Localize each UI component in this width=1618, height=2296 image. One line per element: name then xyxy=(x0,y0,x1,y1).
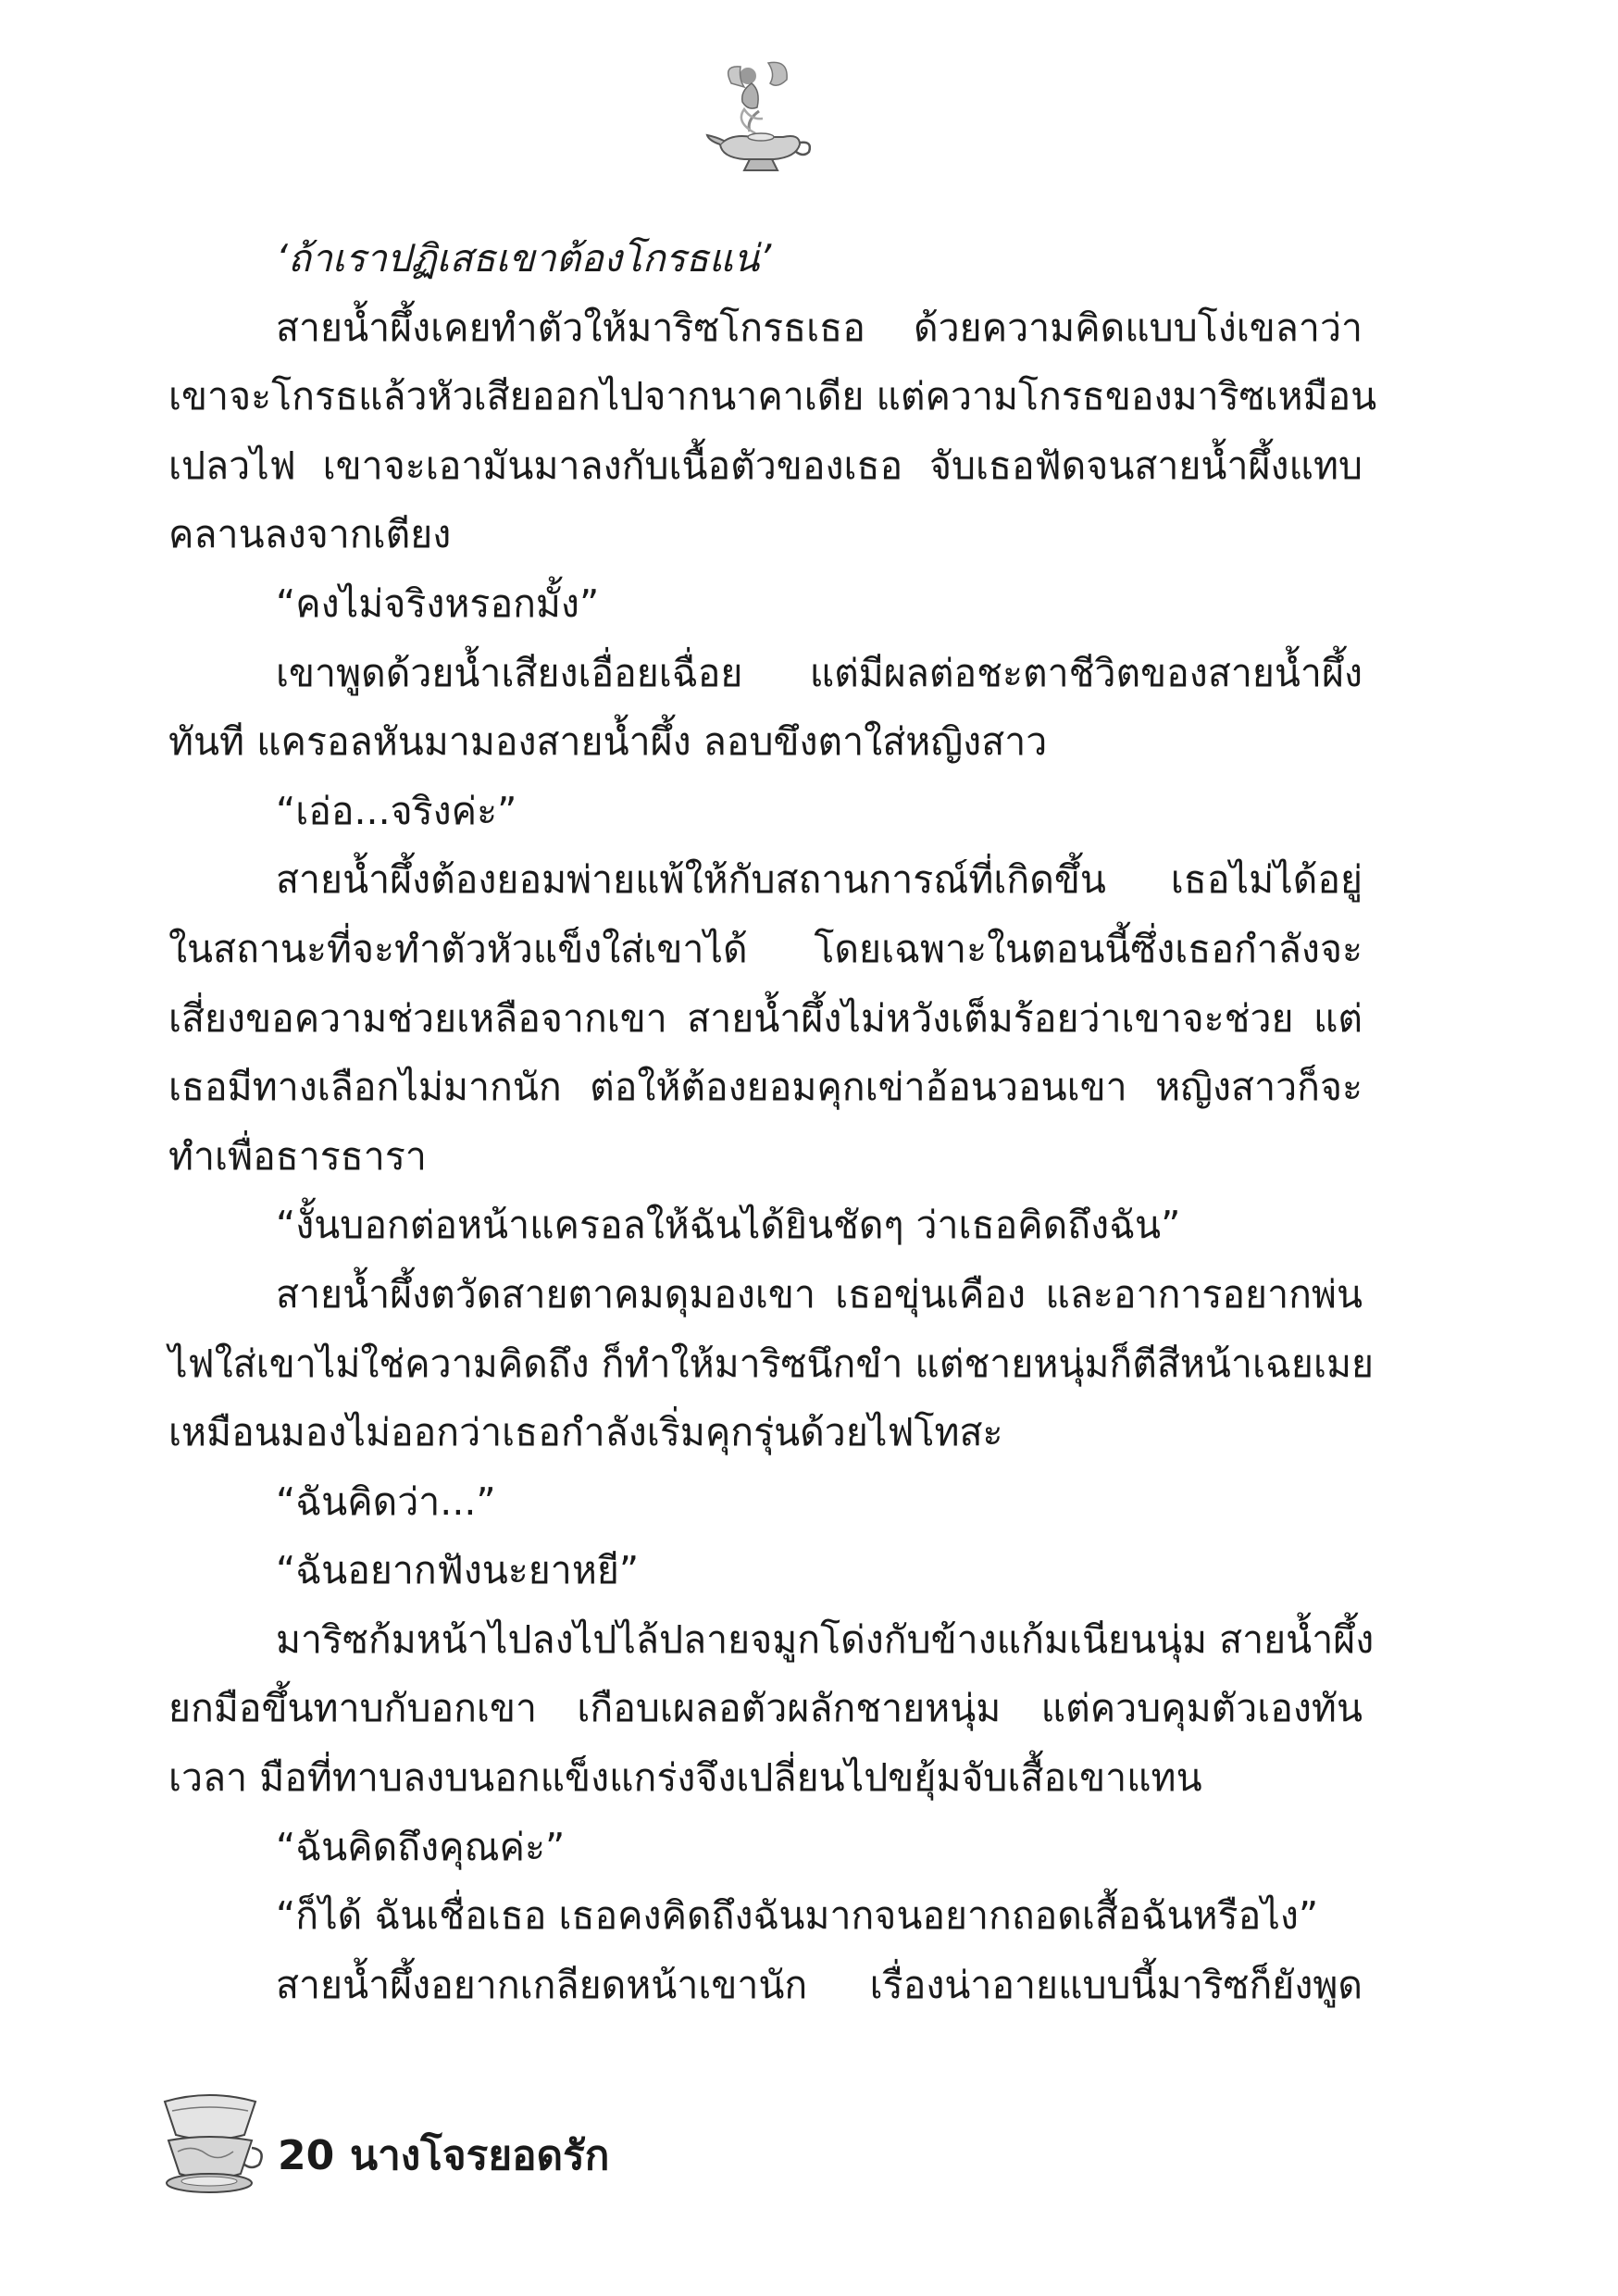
page-number: 20 xyxy=(278,2132,335,2179)
text-line: ทันที แครอลหันมามองสายน้ำผึ้ง ลอบขึงตาใส่หญิงสาว xyxy=(168,719,1048,765)
body-text xyxy=(168,224,1377,2019)
inner-thought-line: ‘ถ้าเราปฏิเสธเขาต้องโกรธแน่’ xyxy=(276,236,772,281)
dialogue-line: “ฉันอยากฟังนะยาหยี” xyxy=(276,1548,640,1593)
text-line: เธอมีทางเลือกไม่มากนัก ต่อให้ต้องยอมคุกเข่าอ้อนวอนเขา หญิงสาวก็จะ xyxy=(168,1065,1363,1110)
genie-lamp-cherub-icon xyxy=(703,56,815,176)
text-line: ทำเพื่อธารธารา xyxy=(168,1133,427,1179)
text-line: ไฟใส่เขาไม่ใช่ความคิดถึง ก็ทำให้มาริซนึกขำ แต่ชายหนุ่มก็ตีสีหน้าเฉยเมย xyxy=(168,1341,1375,1386)
text-line: สายน้ำผึ้งต้องยอมพ่ายแพ้ให้กับสถานการณ์ที่เกิดขึ้น เธอไม่ได้อยู่ xyxy=(276,857,1363,903)
dialogue-line: “ฉันคิดถึงคุณค่ะ” xyxy=(276,1824,566,1869)
text-line: คลานลงจากเตียง xyxy=(168,512,452,557)
dialogue-line: “งั้นบอกต่อหน้าแครอลให้ฉันได้ยินชัดๆ ว่าเธอคิดถึงฉัน” xyxy=(276,1203,1181,1248)
text-line: ในสถานะที่จะทำตัวหัวแข็งใส่เขาได้ โดยเฉพาะในตอนนี้ซึ่งเธอกำลังจะ xyxy=(168,926,1363,971)
dialogue-line: “ฉันคิดว่า...” xyxy=(276,1479,496,1524)
text-line: เหมือนมองไม่ออกว่าเธอกำลังเริ่มคุกรุ่นด้วยไฟโทสะ xyxy=(168,1410,1003,1455)
text-line: ยกมือขึ้นทาบกับอกเขา เกือบเผลอตัวผลักชายหนุ่ม แต่ควบคุมตัวเองทัน xyxy=(168,1686,1363,1731)
text-line: เวลา มือที่ทาบลงบนอกแข็งแกร่งจึงเปลี่ยนไปขยุ้มจับเสื้อเขาแทน xyxy=(168,1755,1202,1801)
text-line: สายน้ำผึ้งอยากเกลียดหน้าเขานัก เรื่องน่าอายแบบนี้มาริซก็ยังพูด xyxy=(276,1962,1363,2007)
text-line: เขาพูดด้วยน้ำเสียงเอื่อยเฉื่อย แต่มีผลต่อชะตาชีวิตของสายน้ำผึ้ง xyxy=(276,650,1363,695)
page-footer xyxy=(156,2083,803,2213)
teacup-stack-icon xyxy=(156,2083,267,2203)
dialogue-line: “ก็ได้ ฉันเชื่อเธอ เธอคงคิดถึงฉันมากจนอยากถอดเสื้อฉันหรือไง” xyxy=(276,1893,1319,1939)
text-line: สายน้ำผึ้งเคยทำตัวให้มาริซโกรธเธอ ด้วยความคิดแบบโง่เขลาว่า xyxy=(276,305,1363,350)
book-title: นางโจรยอดรัก xyxy=(350,2132,610,2179)
text-line: เปลวไฟ เขาจะเอามันมาลงกับเนื้อตัวของเธอ จับเธอฟัดจนสายน้ำผึ้งแทบ xyxy=(168,443,1363,488)
dialogue-line: “คงไม่จริงหรอกมั้ง” xyxy=(276,580,600,626)
text-line: เสี่ยงขอความช่วยเหลือจากเขา สายน้ำผึ้งไม่หวังเต็มร้อยว่าเขาจะช่วย แต่ xyxy=(168,995,1363,1041)
text-line: เขาจะโกรธแล้วหัวเสียออกไปจากนาคาเดีย แต่ความโกรธของมาริซเหมือน xyxy=(168,374,1377,419)
dialogue-line: “เอ่อ...จริงค่ะ” xyxy=(276,788,517,833)
text-line: มาริซก้มหน้าไปลงไปไล้ปลายจมูกโด่งกับข้างแก้มเนียนนุ่ม สายน้ำผึ้ง xyxy=(276,1616,1375,1662)
text-line: สายน้ำผึ้งตวัดสายตาคมดุมองเขา เธอขุ่นเคือง และอาการอยากพ่น xyxy=(276,1271,1363,1316)
